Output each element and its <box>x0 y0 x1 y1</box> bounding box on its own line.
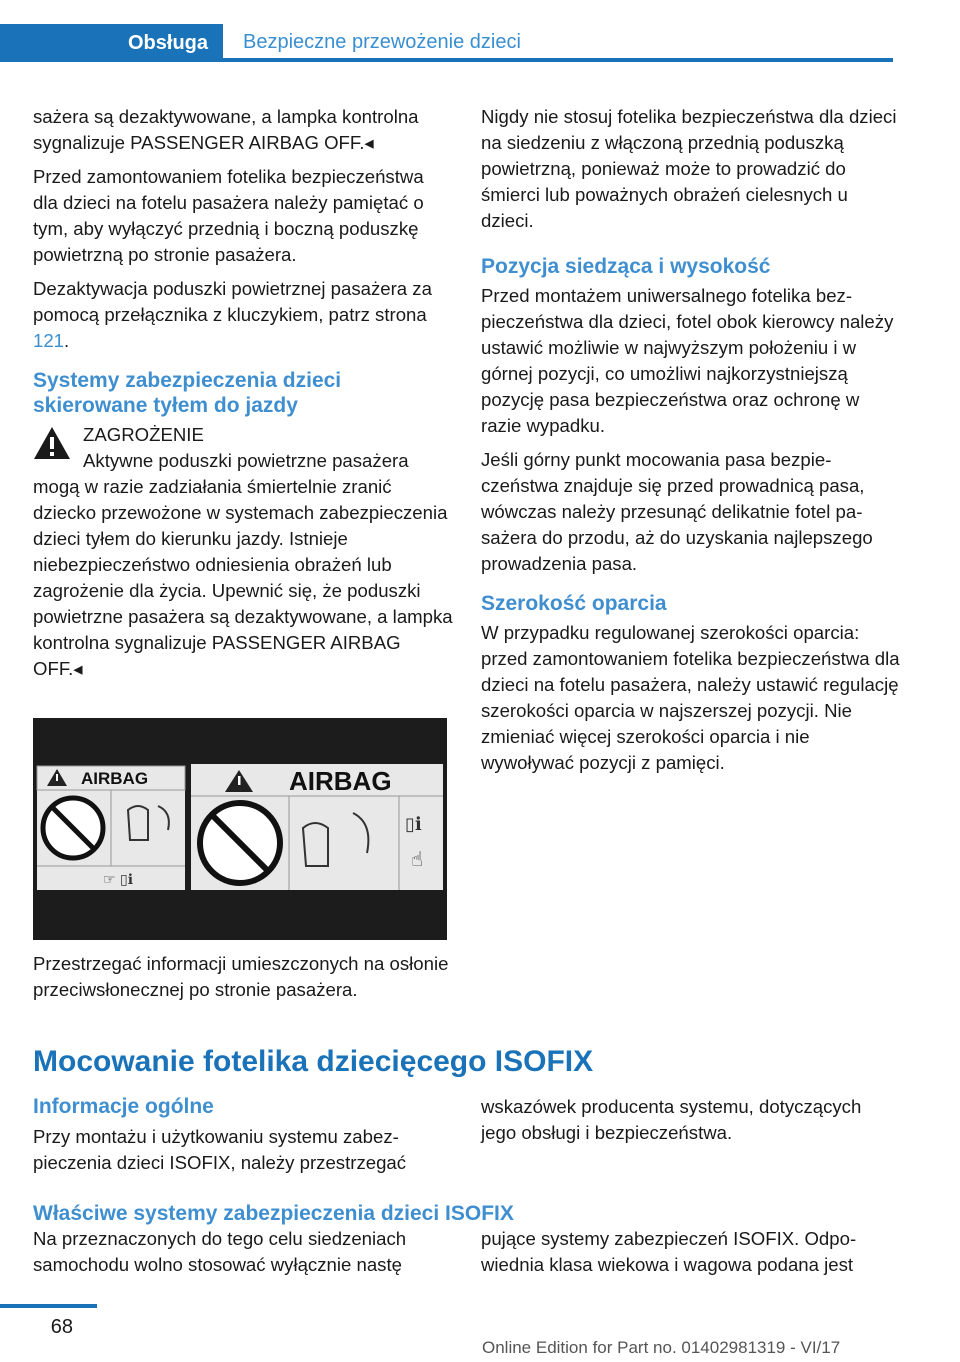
paragraph: W przypadku regulowanej szerokości oparcia: przed zamontowaniem fotelika bezpieczeństwa dla dzieci na fotelu pasażera, należy ustawić regulację szerokości oparcia w najszerszej pozycji. Nie zmieniać więcej szerokości oparcia i nie wywoływać pozycji z pamięci. <box>481 622 900 773</box>
airbag-small-text: AIRBAG <box>81 769 149 788</box>
warning-triangle-icon <box>33 426 71 460</box>
paragraph: Nigdy nie stosuj fotelika bezpieczeństwa dla dzieci na siedzeniu z włączoną przednią poduszką powietrzną, ponieważ może to prowadzić do śmierci lub poważnych obrażeń cielesnych u dzieci. <box>481 106 897 231</box>
svg-text:☝: ☝ <box>411 847 424 871</box>
section-heading: Systemy zabezpieczenia dzieci skierowane tyłem do jazdy <box>33 369 342 417</box>
subsection-heading: Informacje ogólne <box>33 1095 214 1118</box>
section-heading: Pozycja siedząca i wysokość <box>481 255 771 278</box>
paragraph: sażera są dezaktywowane, a lampka kontrolna sygnalizuje PASSENGER AIRBAG OFF.◂ <box>33 106 419 153</box>
section-heading: Szerokość oparcia <box>481 592 667 615</box>
text: . <box>64 330 70 351</box>
paragraph: Przed zamontowaniem fotelika bezpieczeństwa dla dzieci na fotelu pasażera należy pamiętać o tym, aby wyłączyć przednią i boczną poduszkę powietrzną po stronie pasażera. <box>33 166 424 265</box>
paragraph: Jeśli górny punkt mocowania pasa bezpieczeństwa znajduje się przed prowadnicą pasa, wówczas należy przesunąć delikatnie fotel pasażera do przodu, aż do uzyskania najlepszego prowadzenia pasa. <box>481 449 873 574</box>
warning-body: mogą w razie zadziałania śmiertelnie zranić dziecko przewożone w systemach zabezpieczenia dzieci tyłem do kierunku jazdy. Istnieje niebezpieczeństwo odniesienia obrażeń lub zagrożenie dla życia. Upewnić się, że poduszki powietrzne pasażera są dezaktywowane, a lampka kontrolna sygnalizuje PASSENGER AIRBAG OFF.◂ <box>33 476 453 679</box>
text: Dezaktywacja poduszki powietrznej pasażera za pomocą przełącznika z kluczykiem, patrz strona <box>33 278 432 325</box>
image-caption: Przestrzegać informacji umieszczonych na osłonie przeciwsłonecznej po stronie pasażera. <box>33 953 449 1000</box>
warning-title: ZAGROŻENIE <box>83 424 204 445</box>
warning-lead: Aktywne poduszki powietrzne pasażera <box>83 450 409 471</box>
svg-text:☞ ▯ℹ: ☞ ▯ℹ <box>103 872 134 888</box>
edition-note: Online Edition for Part no. 01402981319 - VI/17 <box>482 1338 841 1357</box>
airbag-label-photo <box>33 718 447 940</box>
paragraph <box>33 276 453 354</box>
warning-block <box>33 422 453 682</box>
paragraph: pujące systemy zabezpieczeń ISOFIX. Odpowiednia klasa wiekowa i wagowa podana jest <box>481 1228 857 1275</box>
footer-rule <box>0 1304 97 1308</box>
chapter-tab[interactable]: Obsługa <box>0 24 223 62</box>
subsection-heading: Właściwe systemy zabezpieczenia dzieci ISOFIX <box>33 1202 514 1225</box>
chapter-heading: Mocowanie fotelika dziecięcego ISOFIX <box>33 1045 594 1078</box>
page-link[interactable]: 121 <box>33 330 65 351</box>
paragraph: Przed montażem uniwersalnego fotelika bezpieczeństwa dla dzieci, fotel obok kierowcy należy ustawić możliwie w najwyższym położeniu i w górnej pozycji, co umożliwi najkorzystniejszą pozycję pasa bezpieczeństwa oraz ochronę w razie wypadku. <box>481 285 894 436</box>
paragraph: wskazówek producenta systemu, dotyczących jego obsługi i bezpieczeństwa. <box>481 1096 862 1143</box>
section-tab[interactable]: Bezpieczne przewożenie dzieci <box>223 24 893 62</box>
page-number: 68 <box>50 1316 73 1338</box>
right-column <box>481 104 901 784</box>
svg-text:▯ℹ: ▯ℹ <box>405 814 422 835</box>
airbag-big-text: AIRBAG <box>289 766 392 796</box>
paragraph: Przy montażu i użytkowaniu systemu zabezpieczenia dzieci ISOFIX, należy przestrzegać <box>33 1126 407 1173</box>
paragraph: Na przeznaczonych do tego celu siedzeniach samochodu wolno stosować wyłącznie nastę <box>33 1228 407 1275</box>
left-column <box>33 104 453 682</box>
airbag-label-illustration <box>33 718 447 940</box>
